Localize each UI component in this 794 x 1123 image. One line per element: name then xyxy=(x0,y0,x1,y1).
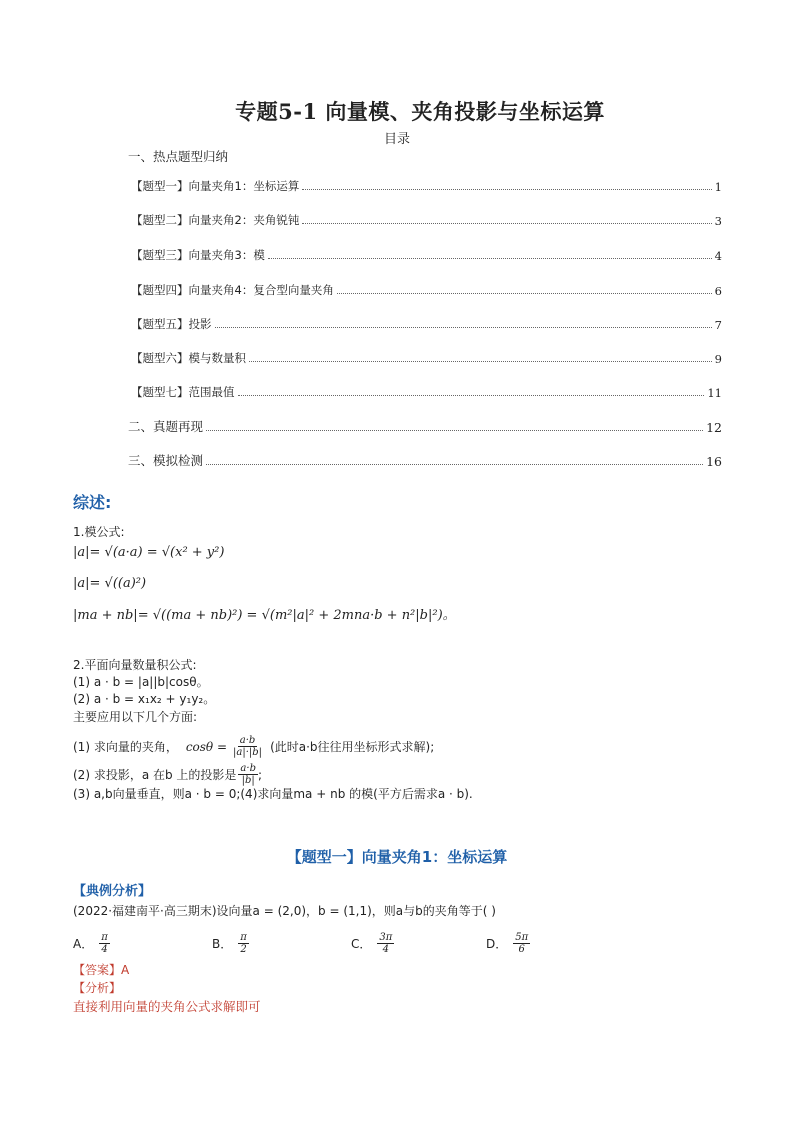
choice-d[interactable]: D． $\frac{5\pi}{6}$ xyxy=(486,932,529,955)
analysis-text: 直接利用向量的夹角公式求解即可 xyxy=(73,999,261,1014)
applications-title: 主要应用以下几个方面: xyxy=(73,710,198,724)
dot-product-formula-2: (2) a · b = x₁x₂ + y₁y₂。 xyxy=(73,692,216,706)
choice-b[interactable]: B． $\frac{\pi}{2}$ xyxy=(212,932,247,955)
application-2: (2) 求投影，a 在b 上的投影是 $\frac{a\cdot b}{|b|}$ ; xyxy=(73,763,263,786)
modulus-formula-3: |ma + nb|= √((ma + nb)²) = √(m²|a|² + 2mna·b + n²|b|²)。 xyxy=(73,608,456,623)
summary-heading: 综述: xyxy=(73,493,112,512)
toc-item[interactable]: 【题型七】范围最值 11 xyxy=(131,385,722,400)
answer: 【答案】A xyxy=(73,963,130,977)
example-heading: 【典例分析】 xyxy=(73,884,152,899)
application-1: (1) 求向量的夹角， cosθ = $\frac{a\cdot b}{|a|\cdot|b|}$ (此时a·b往往用坐标形式求解); xyxy=(73,735,435,758)
dot-product-formula-1: (1) a · b = |a||b|cosθ。 xyxy=(73,675,209,689)
question-text: (2022·福建南平·高三期末)设向量a = (2,0)，b = (1,1)，则a与b的夹角等于( ) xyxy=(73,904,496,918)
section-title: 【题型一】向量夹角1：坐标运算 xyxy=(286,848,508,866)
summary-item-1-title: 1.模公式: xyxy=(73,525,125,539)
toc-item[interactable]: 【题型六】模与数量积 9 xyxy=(131,351,722,366)
analysis-heading: 【分析】 xyxy=(73,981,122,995)
toc-item[interactable]: 【题型五】投影 7 xyxy=(131,317,722,332)
choice-c[interactable]: C． $\frac{3\pi}{4}$ xyxy=(351,932,393,955)
toc-section-1: 一、热点题型归纳 xyxy=(128,149,229,164)
choice-a[interactable]: A． $\frac{\pi}{4}$ xyxy=(73,932,108,955)
toc-section-2[interactable]: 二、真题再现 12 xyxy=(128,419,722,435)
summary-item-2-title: 2.平面向量数量积公式: xyxy=(73,658,197,672)
toc-item[interactable]: 【题型二】向量夹角2：夹角锐钝 3 xyxy=(131,213,722,228)
modulus-formula-2: |a|= √((a)²) xyxy=(73,576,147,591)
toc-section-3[interactable]: 三、模拟检测 16 xyxy=(128,453,722,469)
projection-fraction: $\frac{a\cdot b}{|b|}$ xyxy=(240,763,256,786)
toc-item[interactable]: 【题型三】向量夹角3：模 4 xyxy=(131,248,722,263)
modulus-formula-1: |a|= √(a·a) = √(x² + y²) xyxy=(73,545,225,560)
toc-item[interactable]: 【题型四】向量夹角4：复合型向量夹角 6 xyxy=(131,283,722,298)
cos-fraction: $\frac{a\cdot b}{|a|\cdot|b|}$ xyxy=(233,735,263,758)
page-title: 专题5-1 向量模、夹角投影与坐标运算 xyxy=(235,99,605,124)
application-3: (3) a,b向量垂直，则a · b = 0;(4)求向量ma + nb 的模(平方后需求a · b). xyxy=(73,787,473,801)
toc-caption: 目录 xyxy=(383,132,410,147)
toc-item[interactable]: 【题型一】向量夹角1：坐标运算 1 xyxy=(131,179,722,194)
